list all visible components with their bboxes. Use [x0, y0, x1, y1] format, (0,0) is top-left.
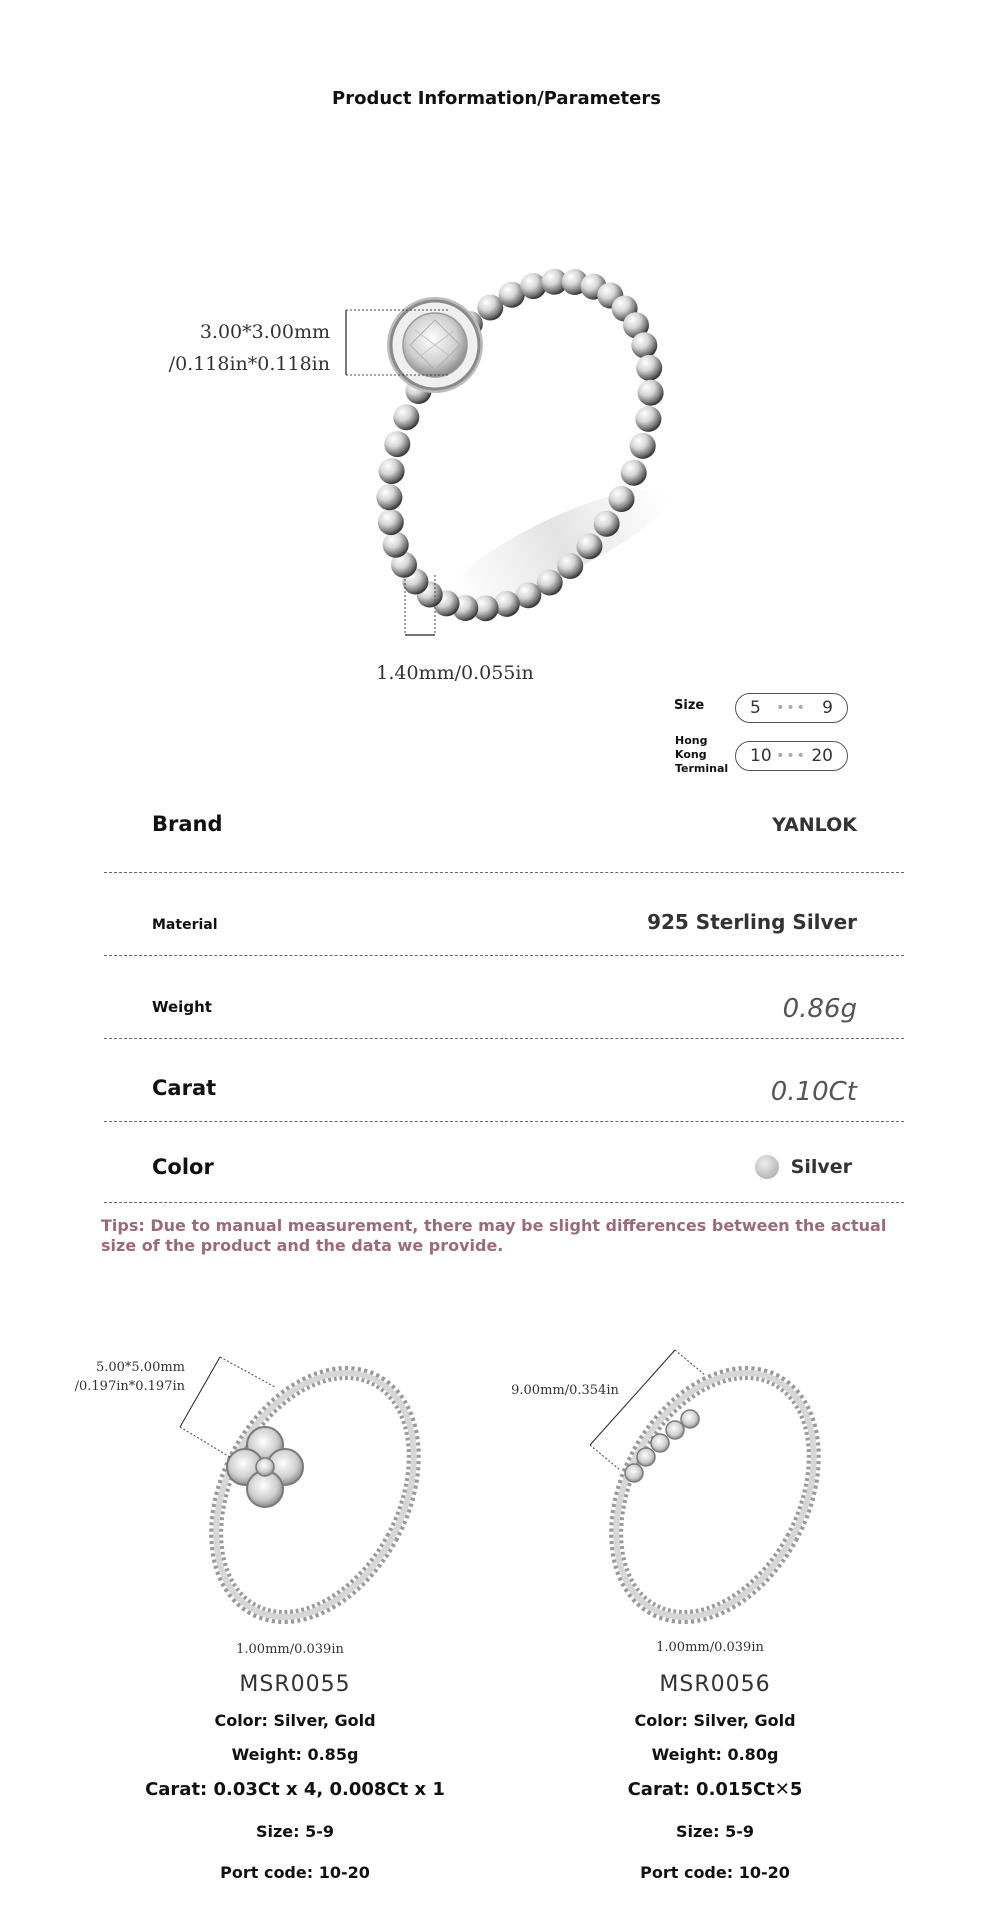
- hk-range-dots: •••: [776, 748, 807, 764]
- band-dimension-lines: [400, 570, 440, 650]
- product-1-weight: Weight: 0.85g: [231, 1745, 359, 1764]
- spec-key: Brand: [152, 812, 223, 836]
- ring-bead: [383, 532, 409, 558]
- spec-value: YANLOK: [772, 814, 857, 836]
- spec-row-material: [104, 873, 904, 956]
- ring-bead: [384, 431, 410, 457]
- stone-dimension-label: [150, 316, 330, 380]
- silver-swatch-icon: [755, 1155, 779, 1179]
- size-max: 9: [822, 698, 833, 718]
- ring-bead: [635, 406, 661, 432]
- hk-label-line-3: Terminal: [675, 762, 729, 775]
- ring-bead: [576, 533, 602, 559]
- spec-value-color: [755, 1155, 852, 1179]
- spec-key: Material: [152, 917, 218, 933]
- hk-label-line-1: Hong: [675, 734, 708, 747]
- product-1-dim-mm: 5.00*5.00mm: [95, 1360, 185, 1375]
- product-2-weight: Weight: 0.80g: [651, 1745, 779, 1764]
- spec-key: Color: [152, 1155, 214, 1179]
- product-1-size: Size: 5-9: [255, 1822, 335, 1841]
- product-2-code: MSR0056: [659, 1672, 771, 1697]
- product-2-carat: Carat: 0.015Ct✕5: [627, 1779, 803, 1800]
- size-min: 5: [750, 698, 761, 718]
- product-2-info: [525, 1672, 905, 1897]
- product-1-port: Port code: 10-20: [220, 1863, 370, 1882]
- stone-dimension-mm: 3.00*3.00mm: [199, 321, 330, 343]
- ring-bead: [594, 511, 620, 537]
- ring-bead: [636, 355, 662, 381]
- ring-bead: [631, 332, 657, 358]
- product-1-dimension-label: [70, 1358, 185, 1396]
- product-2-dimension-lines: [585, 1345, 715, 1475]
- product-1-info: [105, 1672, 485, 1897]
- product-2-size: Size: 5-9: [675, 1822, 755, 1841]
- product-1-carat: Carat: 0.03Ct x 4, 0.008Ct x 1: [145, 1779, 445, 1800]
- hk-terminal-label: [675, 734, 728, 776]
- stone-dimension-lines: [340, 300, 460, 390]
- ring-bead: [638, 380, 664, 406]
- spec-row-carat: [104, 1039, 904, 1122]
- spec-value: 0.86g: [782, 994, 857, 1024]
- ring-bead: [376, 484, 402, 510]
- size-range-pill: [735, 693, 848, 723]
- spec-value: 925 Sterling Silver: [647, 910, 857, 934]
- product-1-band-label: 1.00mm/0.039in: [236, 1642, 344, 1657]
- spec-key: Weight: [152, 998, 212, 1016]
- ring-bead: [378, 509, 404, 535]
- spec-row-brand: [104, 790, 904, 873]
- product-1-dim-in: /0.197in*0.197in: [74, 1379, 185, 1394]
- ring-bead: [393, 404, 419, 430]
- product-2-color: Color: Silver, Gold: [634, 1711, 796, 1730]
- stone-dimension-in: /0.118in*0.118in: [168, 353, 330, 375]
- product-1-code: MSR0055: [239, 1672, 351, 1697]
- ring-bead: [557, 553, 583, 579]
- ring-bead: [379, 458, 405, 484]
- ring-bead: [621, 460, 647, 486]
- color-value: Silver: [790, 1156, 852, 1178]
- band-dimension-label: 1.40mm/0.055in: [376, 662, 534, 684]
- product-2-band-label: 1.00mm/0.039in: [656, 1640, 764, 1655]
- size-range-dots: •••: [776, 700, 807, 716]
- product-2-port: Port code: 10-20: [640, 1863, 790, 1882]
- hk-min: 10: [750, 746, 772, 766]
- spec-key: Carat: [152, 1076, 217, 1100]
- ring-bead: [630, 433, 656, 459]
- spec-value: 0.10Ct: [770, 1077, 857, 1107]
- spec-row-color: [104, 1122, 904, 1203]
- spec-row-weight: [104, 956, 904, 1039]
- size-label: Size: [674, 698, 705, 713]
- hk-max: 20: [811, 746, 833, 766]
- tips-note: Tips: Due to manual measurement, there may be slight differences between the actual size of the product and the data we provide.: [101, 1216, 887, 1255]
- page-title: Product Information/Parameters: [332, 88, 661, 109]
- product-1-dimension-lines: [170, 1352, 290, 1482]
- product-2-dimension-label: 9.00mm/0.354in: [511, 1383, 619, 1398]
- ring-bead: [609, 486, 635, 512]
- hk-label-line-2: Kong: [675, 748, 707, 761]
- hk-range-pill: [735, 741, 848, 771]
- product-1-color: Color: Silver, Gold: [214, 1711, 376, 1730]
